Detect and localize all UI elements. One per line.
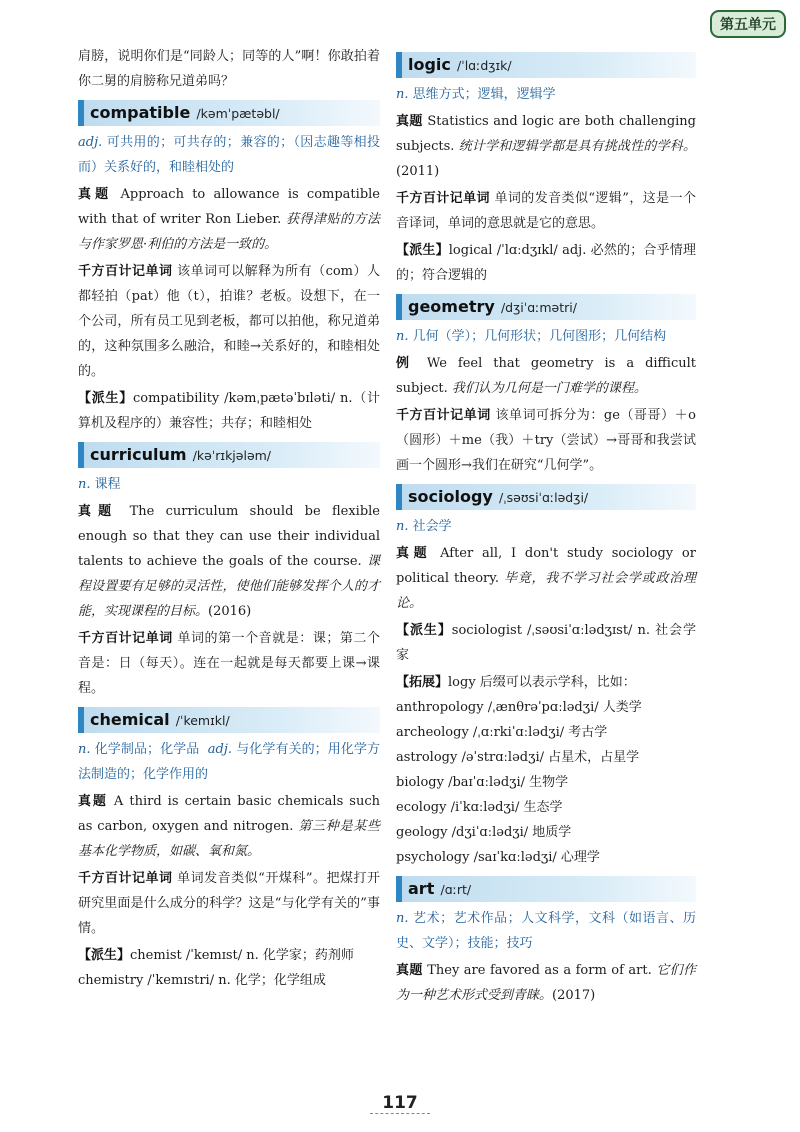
real-exam-example: [396, 109, 696, 184]
memory-tip: [78, 626, 380, 701]
definition-text: 课程: [94, 477, 121, 492]
entry-header-sociology: [396, 484, 696, 510]
real-exam-example: [78, 499, 380, 624]
memory-label: 千方百计记单词: [396, 191, 490, 206]
headword: compatible: [90, 103, 191, 122]
definition: [78, 472, 380, 497]
example-en: We feel that geometry is a difficult subject.: [396, 356, 696, 396]
derivative-text: sociologist /ˌsəʊsiˈɑːlədʒɪst/ n. 社会学家: [396, 623, 696, 663]
definition-text: 几何（学）；几何形状；几何图形；几何结构: [412, 329, 667, 344]
headword: chemical: [90, 710, 170, 729]
definition: [396, 324, 696, 349]
continued-text: 肩膀，说明你们是“同龄人；同等的人”啊！你敢拍着你二舅的肩膀称兄道弟吗？: [78, 49, 380, 89]
memory-text: 单词发音类似“开煤科”。把煤打开研究里面是什么成分的科学？这是“与化学有关的”事情。: [78, 871, 380, 936]
example-en: They are favored as a form of art.: [427, 963, 652, 978]
right-column: [396, 52, 696, 1010]
real-exam-example: [78, 789, 380, 864]
definition-text: 思维方式；逻辑，逻辑学: [412, 87, 556, 102]
memory-label: 千方百计记单词: [78, 631, 173, 646]
phonetic: /ˈkemɪkl/: [175, 713, 230, 728]
example-en: Approach to allowance is compatible with that of writer Ron Lieber.: [78, 187, 380, 227]
pos: adj.: [78, 135, 103, 150]
memory-label: 千方百计记单词: [78, 871, 173, 886]
exam-year: (2016): [208, 604, 252, 619]
phonetic: /kəˈrɪkjələm/: [192, 448, 272, 463]
extension-item: anthropology /ˌænθrəˈpɑːlədʒi/ 人类学: [396, 700, 642, 715]
pos: n.: [78, 742, 91, 757]
real-exam-label: 真题: [78, 187, 113, 202]
headword: geometry: [408, 297, 495, 316]
exam-year: (2017): [552, 988, 596, 1003]
derivative: [396, 618, 696, 668]
headword: curriculum: [90, 445, 187, 464]
entry-header-chemical: [78, 707, 380, 733]
derivative-label: 【派生】: [396, 623, 452, 638]
extension-item: psychology /saɪˈkɑːlədʒi/ 心理学: [396, 850, 600, 865]
pos: n.: [396, 519, 409, 534]
real-exam-label: 真题: [396, 963, 423, 978]
derivative-text: chemistry /ˈkemɪstri/ n. 化学；化学组成: [78, 973, 326, 988]
entry-header-logic: [396, 52, 696, 78]
definition: [396, 514, 696, 539]
left-column: [78, 44, 380, 993]
memory-tip: [396, 403, 696, 478]
extension-intro: logy 后缀可以表示学科，比如：: [448, 675, 636, 690]
definition-text: 与化学有关的；用化学方法制造的；化学作用的: [78, 742, 380, 782]
entry-header-compatible: [78, 100, 380, 126]
derivative-label: 【派生】: [396, 243, 449, 258]
real-exam-label: 真题: [78, 794, 108, 809]
memory-text: 单词的发音类似“逻辑”，这是一个音译词，单词的意思就是它的意思。: [396, 191, 696, 231]
real-exam-example: [396, 541, 696, 616]
memory-tip: [396, 186, 696, 236]
derivative: [78, 386, 380, 436]
memory-label: 千方百计记单词: [396, 408, 491, 423]
extension-item: ecology /iˈkɑːlədʒi/ 生态学: [396, 800, 563, 815]
phonetic: /ɑːrt/: [440, 882, 472, 897]
definition: [78, 130, 380, 180]
exam-year: (2011): [396, 164, 440, 179]
real-exam-example: [78, 182, 380, 257]
example-cn: 我们认为几何是一门难学的课程。: [451, 381, 647, 396]
phonetic: /ˈlɑːdʒɪk/: [457, 58, 512, 73]
derivative: [78, 943, 380, 968]
definition-text: 化学制品；化学品: [94, 742, 200, 757]
definition: [396, 906, 696, 956]
example: [396, 351, 696, 401]
example-cn: 它们作为一种艺术形式受到青睐。: [396, 963, 696, 1003]
memory-label: 千方百计记单词: [78, 264, 173, 279]
headword: art: [408, 879, 435, 898]
example-cn: 课程设置要有足够的灵活性，使他们能够发挥个人的才能，实现课程的目标。: [78, 554, 380, 619]
pos: n.: [396, 329, 409, 344]
derivative-text: logical /ˈlɑːdʒɪkl/ adj. 必然的；合乎情理的；符合逻辑的: [396, 243, 696, 283]
extension-item: biology /baɪˈɑːlədʒi/ 生物学: [396, 775, 569, 790]
real-exam-label: 真题: [396, 546, 432, 561]
memory-text: 单词的第一个音就是：课；第二个音是：日（每天）。连在一起就是每天都要上课→课程。: [78, 631, 380, 696]
derivative-label: 【派生】: [78, 948, 131, 963]
definition: [396, 82, 696, 107]
definition-text: 可共用的；可共存的；兼容的；（因志趣等相投而）关系好的，和睦相处的: [78, 135, 380, 175]
memory-text: 该单词可拆分为：ge（哥哥）＋o（圆形）＋me（我）＋try（尝试）→哥哥和我尝试画一个圆形→我们在研究“几何学”。: [396, 408, 696, 473]
pos: adj.: [207, 742, 233, 757]
extension: [396, 670, 696, 695]
derivative-label: 【派生】: [78, 391, 133, 406]
phonetic: /kəmˈpætəbl/: [196, 106, 280, 121]
pos: n.: [396, 911, 409, 926]
extension-item: archeology /ˌɑːrkiˈɑːlədʒi/ 考古学: [396, 725, 608, 740]
phonetic: /ˌsəʊsiˈɑːlədʒi/: [498, 490, 589, 505]
headword: logic: [408, 55, 451, 74]
definition: [78, 737, 380, 787]
unit-tag: 第五单元: [710, 10, 786, 38]
extension-label: 【拓展】: [396, 675, 449, 690]
phonetic: /dʒiˈɑːmətri/: [500, 300, 577, 315]
example-cn: 统计学和逻辑学都是具有挑战性的学科。: [458, 139, 696, 154]
derivative-text: chemist /ˈkemɪst/ n. 化学家；药剂师: [130, 948, 354, 963]
derivative-text: compatibility /kəmˌpætəˈbɪləti/ n.（计算机及程序的）兼容性；共存；和睦相处: [78, 391, 380, 431]
memory-text: 该单词可以解释为所有（com）人都轻拍（pat）他（t），拍谁？老板。设想下，在一个公司，所有员工见到老板，都可以拍他，称兄道弟的，这种氛围多么融洽，和睦→关系好的，和睦相处的。: [78, 264, 381, 379]
extension-item: geology /dʒiˈɑːlədʒi/ 地质学: [396, 825, 572, 840]
entry-header-geometry: [396, 294, 696, 320]
example-cn: 第三种是某些基本化学物质，如碳、氧和氮。: [78, 819, 380, 859]
real-exam-example: [396, 958, 696, 1008]
example-cn: 毕竟，我不学习社会学或政治理论。: [396, 571, 696, 611]
example-cn: 获得津贴的方法与作家罗恩·利伯的方法是一致的。: [78, 212, 380, 252]
example-en: The curriculum should be flexible enough so that they can use their individual talents to achieve the goals of the course.: [78, 504, 380, 569]
example-label: 例: [396, 356, 416, 371]
example-en: After all, I don't study sociology or political theory.: [396, 546, 696, 586]
real-exam-label: 真题: [78, 504, 119, 519]
real-exam-label: 真题: [396, 114, 423, 129]
example-en: Statistics and logic are both challenging subjects.: [396, 114, 696, 154]
memory-tip: [78, 259, 380, 384]
definition-text: 艺术；艺术作品；人文科学，文科（如语言、历史、文学）；技能；技巧: [396, 911, 696, 951]
definition-text: 社会学: [412, 519, 452, 534]
derivative: [78, 968, 380, 993]
headword: sociology: [408, 487, 493, 506]
pos: n.: [78, 477, 91, 492]
derivative: [396, 238, 696, 288]
extension-item: astrology /əˈstrɑːlədʒi/ 占星术，占星学: [396, 750, 640, 765]
memory-tip: [78, 866, 380, 941]
example-en: A third is certain basic chemicals such as carbon, oxygen and nitrogen.: [78, 794, 380, 834]
entry-header-art: [396, 876, 696, 902]
page-number: 117: [370, 1093, 430, 1114]
entry-header-curriculum: [78, 442, 380, 468]
pos: n.: [396, 87, 409, 102]
